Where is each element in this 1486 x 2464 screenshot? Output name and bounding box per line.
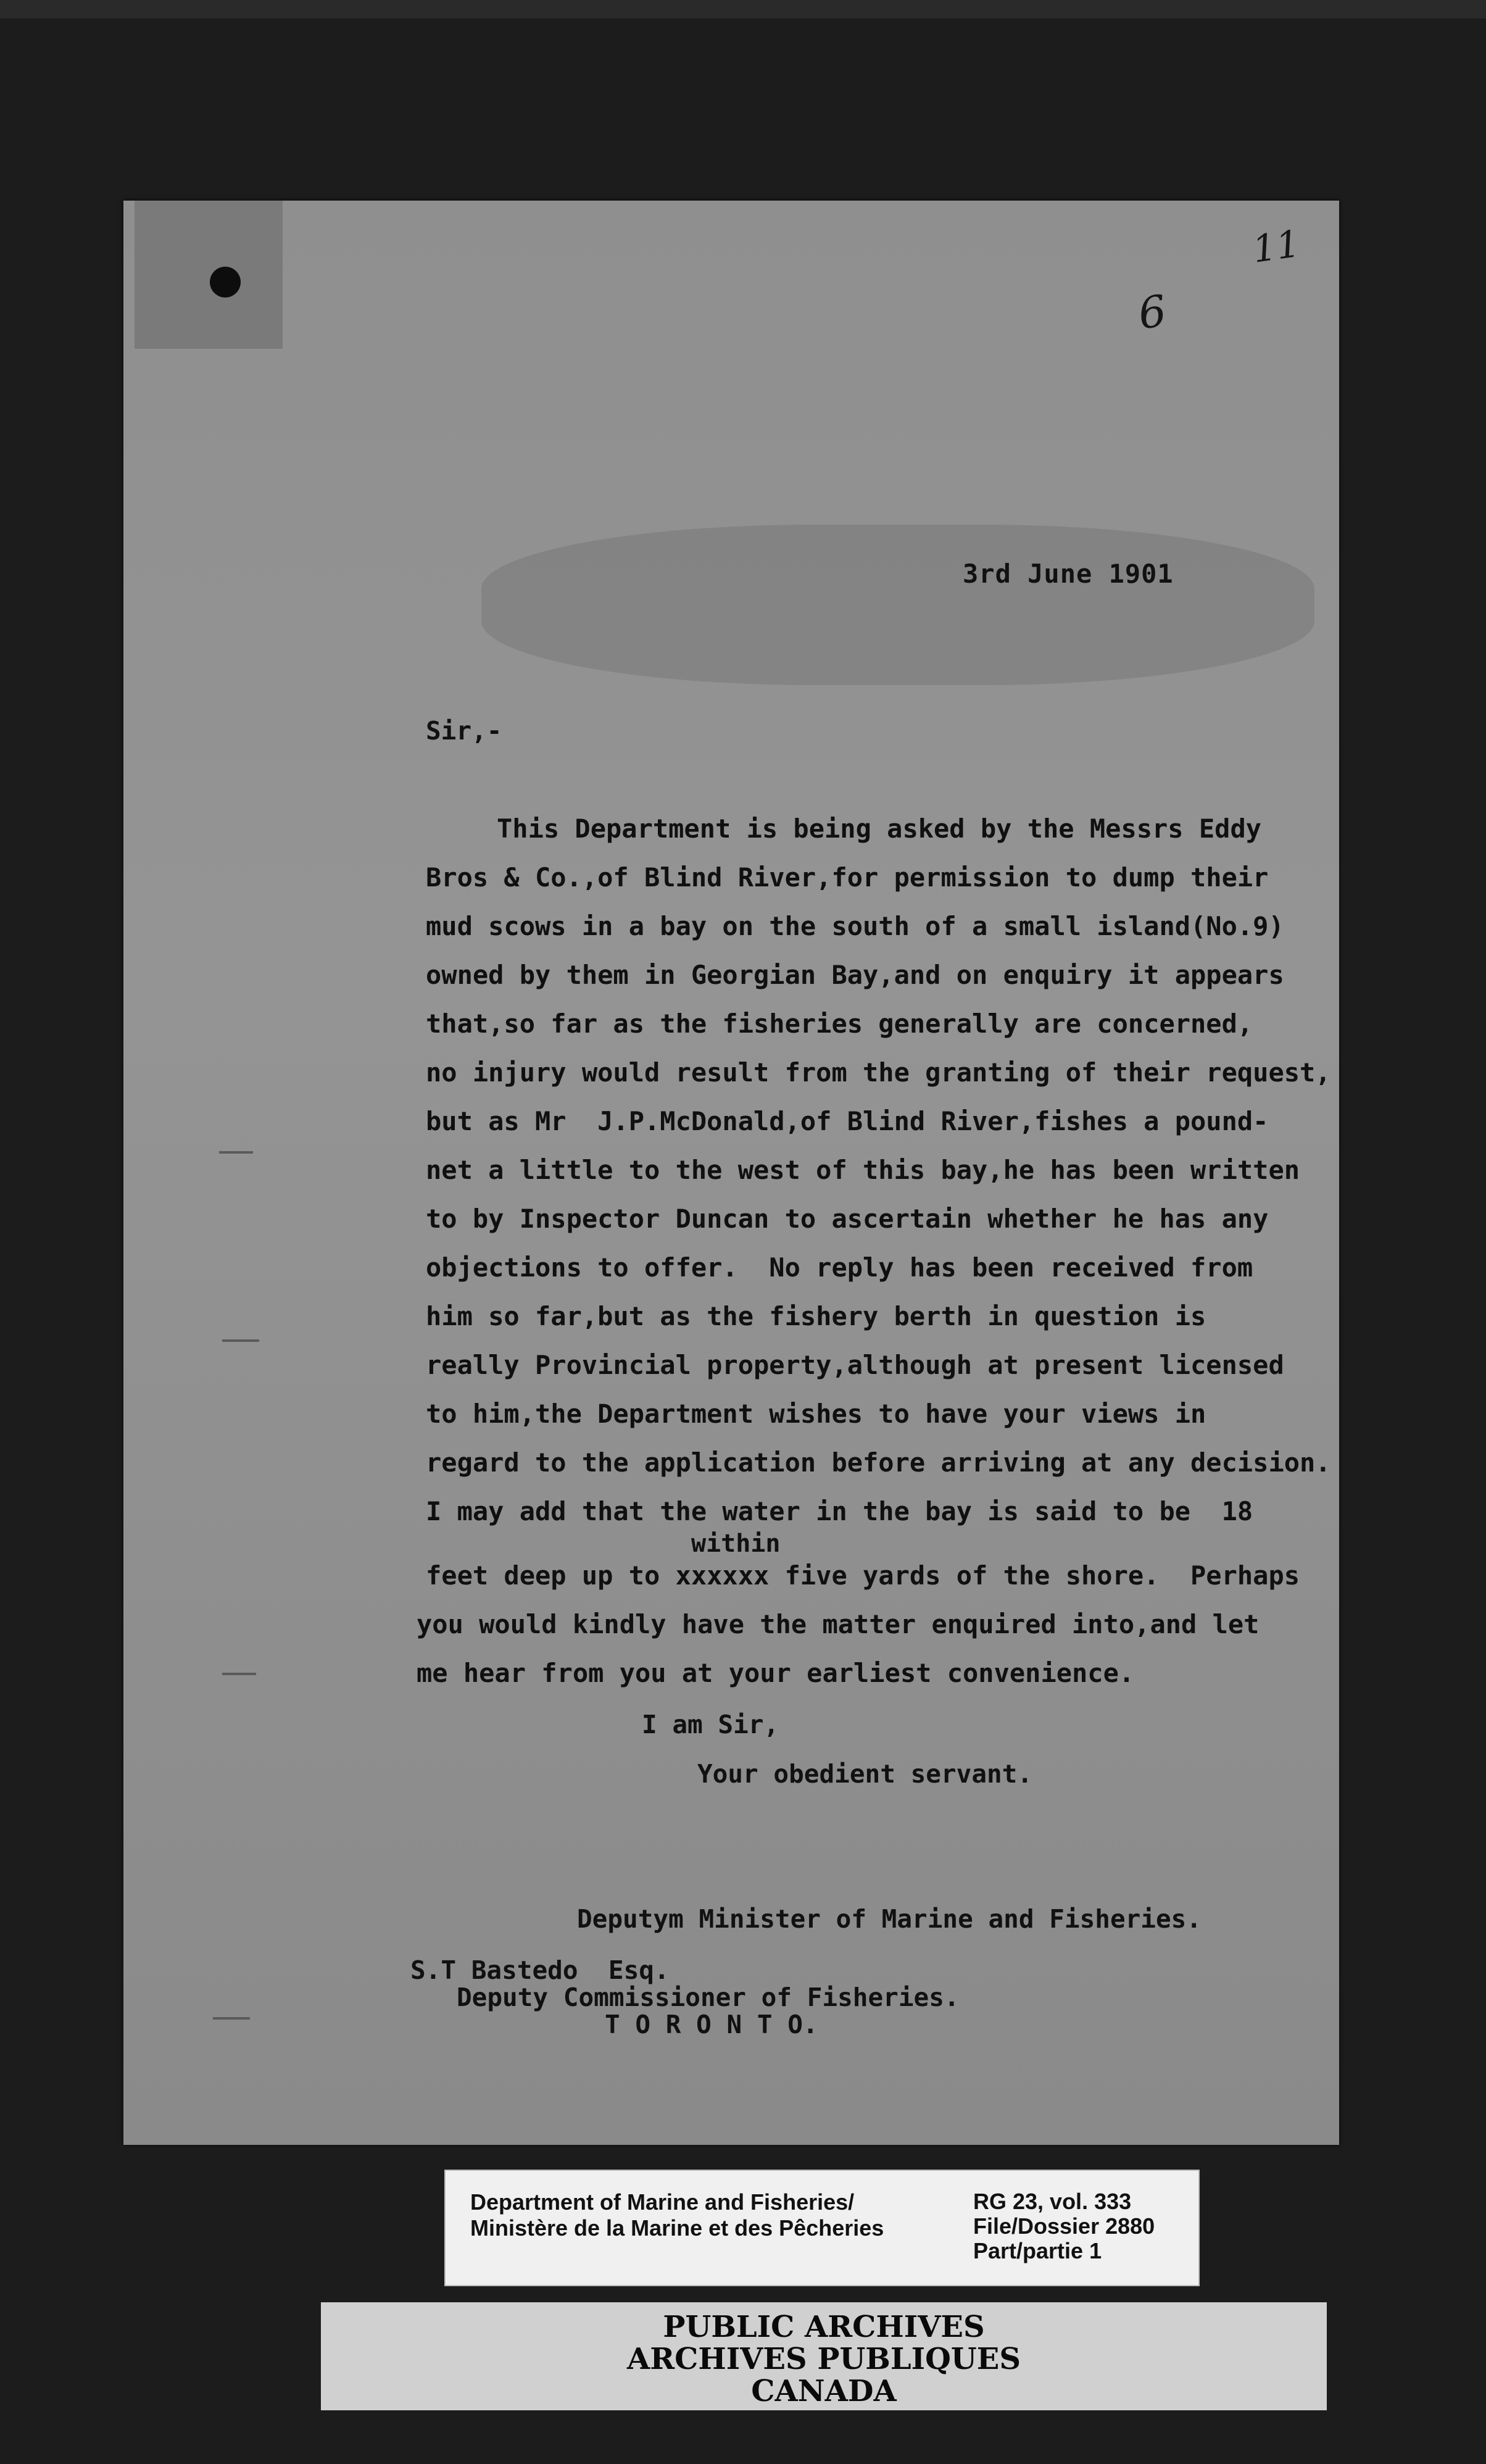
label-department — [470, 2189, 884, 2241]
addressee-city: T O R O N T O. — [605, 2010, 818, 2039]
archives-stamp — [321, 2302, 1327, 2410]
body-line: to by Inspector Duncan to ascertain whether he has any — [426, 1204, 1269, 1234]
body-line: Bros & Co.,of Blind River,for permission to dump their — [426, 862, 1269, 893]
label-ref-part: Part/partie 1 — [973, 2238, 1102, 2263]
body-line: no injury would result from the granting of their request, — [426, 1057, 1331, 1088]
label-ref-file: File/Dossier 2880 — [973, 2213, 1155, 2239]
body-line: I may add that the water in the bay is said to be 18 — [426, 1496, 1253, 1526]
body-line: but as Mr J.P.McDonald,of Blind River,fishes a pound- — [426, 1106, 1269, 1136]
stamp-text — [321, 2311, 1327, 2407]
faded-letterhead — [481, 525, 1314, 685]
closing-line: I am Sir, — [642, 1710, 779, 1739]
edge-mark — [222, 1673, 256, 1675]
stamp-line-2: ARCHIVES PUBLIQUES — [627, 2342, 1021, 2376]
body-line: him so far,but as the fishery berth in question is — [426, 1301, 1206, 1331]
signature-title: Deputym Minister of Marine and Fisheries. — [577, 1904, 1202, 1934]
body-line: really Provincial property,although at present licensed — [426, 1350, 1284, 1380]
punch-hole — [210, 267, 241, 298]
edge-mark — [219, 1151, 253, 1154]
edge-mark — [222, 1339, 259, 1342]
pen-mark-top-right: 11 — [1250, 222, 1303, 272]
body-line: mud scows in a bay on the south of a small island(No.9) — [426, 911, 1284, 941]
body-line: This Department is being asked by the Messrs Eddy — [497, 814, 1262, 844]
body-line: to him,the Department wishes to have your views in — [426, 1399, 1206, 1429]
body-line: that,so far as the fisheries generally are concerned, — [426, 1009, 1253, 1039]
salutation: Sir,- — [426, 716, 502, 746]
scan-top-edge — [0, 0, 1486, 19]
addressee-name: S.T Bastedo Esq. — [410, 1955, 670, 1985]
body-line: me hear from you at your earliest convenience. — [417, 1658, 1135, 1688]
interlinear-insertion: within — [691, 1530, 781, 1558]
label-dept-en: Department of Marine and Fisheries/ — [470, 2189, 855, 2215]
label-dept-fr: Ministère de la Marine et des Pêcheries — [470, 2215, 884, 2241]
addressee-title: Deputy Commissioner of Fisheries. — [457, 1983, 960, 2012]
archive-reference-label — [444, 2170, 1200, 2286]
label-ref-rg: RG 23, vol. 333 — [973, 2189, 1132, 2214]
pen-mark-number: 6 — [1135, 285, 1170, 339]
body-line: owned by them in Georgian Bay,and on enquiry it appears — [426, 960, 1284, 990]
body-line: objections to offer. No reply has been received from — [426, 1252, 1253, 1283]
label-reference — [973, 2189, 1155, 2263]
body-line: net a little to the west of this bay,he has been written — [426, 1155, 1300, 1185]
closing-line: Your obedient servant. — [697, 1759, 1033, 1789]
stamp-line-1: PUBLIC ARCHIVES — [663, 2310, 985, 2344]
stamp-line-3: CANADA — [751, 2374, 897, 2408]
edge-mark — [213, 2017, 250, 2020]
letter-date: 3rd June 1901 — [963, 559, 1174, 589]
page-corner-tab — [135, 201, 283, 349]
body-line: regard to the application before arriving at any decision. — [426, 1447, 1331, 1478]
body-line: feet deep up to xxxxxx five yards of the shore. Perhaps — [426, 1560, 1300, 1591]
body-line: you would kindly have the matter enquired into,and let — [417, 1609, 1260, 1639]
